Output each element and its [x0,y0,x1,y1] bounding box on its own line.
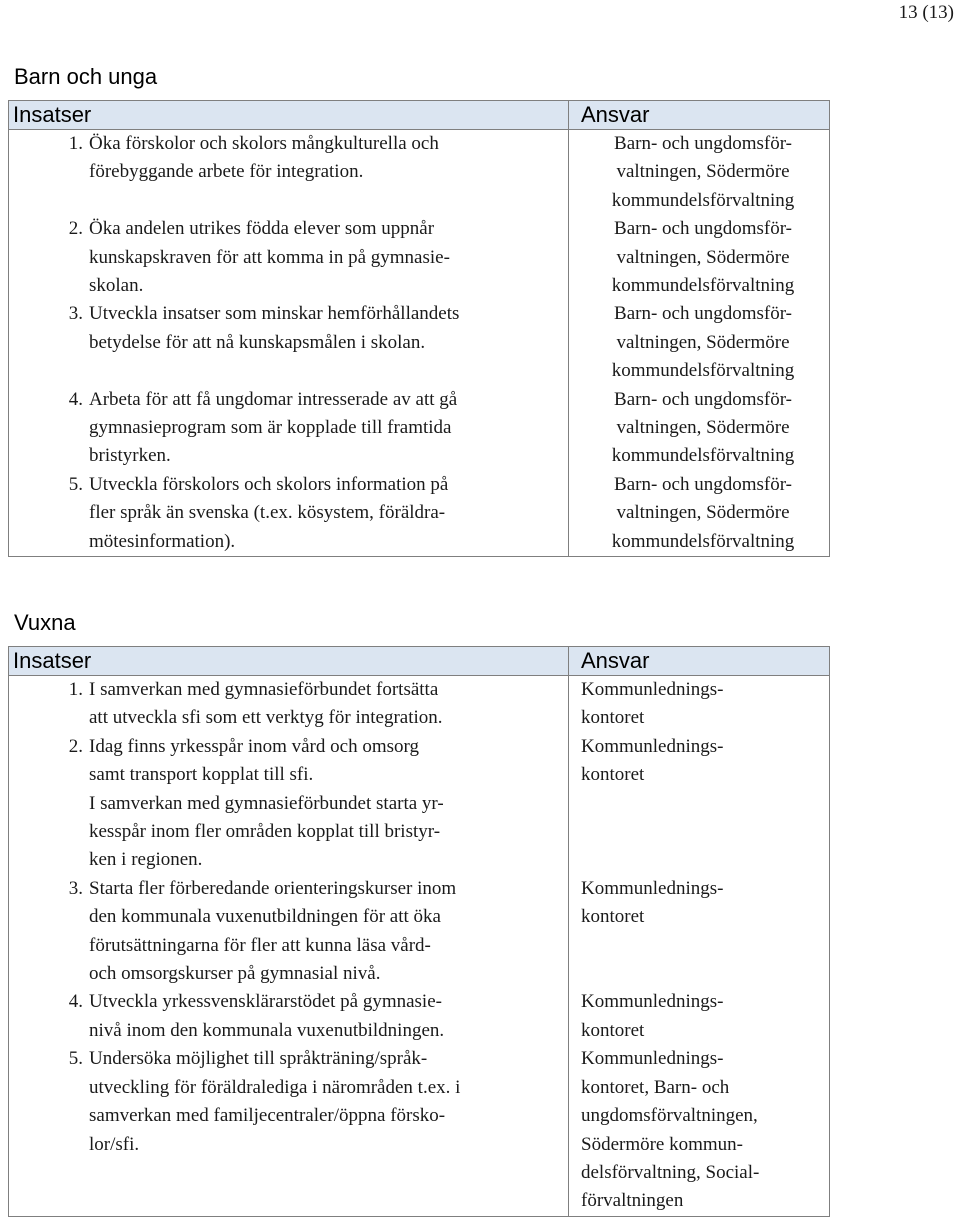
list-item [9,215,568,300]
insats-cell [9,1045,569,1216]
text-line: Starta fler förberedande orienteringskurser inom [89,877,457,899]
item-text [89,676,568,733]
text-line: bristyrken. [89,445,171,467]
text-line: kontoret [581,1019,645,1041]
insats-cell [9,386,569,471]
item-number: 2. [68,735,83,757]
item-number: 5. [68,1048,83,1070]
text-line: förutsättningarna för fler att kunna läsa vård- [89,934,431,956]
text-line: ken i regionen. [89,849,203,871]
text-line: Kommunlednings- [581,1048,724,1070]
ansvar-cell [569,130,830,216]
table-row [9,215,830,300]
text-line: kesspår inom fler områden kopplat till bristyr- [89,821,441,843]
ansvar-cell [569,988,830,1045]
ansvar-text [569,1045,829,1215]
list-item [9,875,568,989]
insats-cell [9,676,569,733]
text-line: Södermöre kommun- [581,1133,744,1155]
item-number: 1. [68,679,83,700]
ansvar-cell [569,386,830,471]
item-number: 4. [68,991,83,1013]
item-number: 4. [68,388,83,410]
text-line: kommundelsförvaltning [611,530,795,552]
ansvar-text [569,676,829,733]
text-line: utveckling för föräldralediga i närområden t.ex. i [89,1076,461,1098]
text-line: kommundelsförvaltning [611,189,795,211]
text-line: kommundelsförvaltning [611,445,795,467]
ansvar-cell [569,215,830,300]
text-line: kontoret [581,906,645,928]
text-line: Öka förskolor och skolors mångkulturella och [89,133,439,154]
text-line: Utveckla insatser som minskar hemförhållandets [89,303,460,325]
list-item [9,733,568,875]
insats-cell [9,988,569,1045]
text-line: kunskapskraven för att komma in på gymnasie- [89,246,450,268]
item-text [89,386,568,471]
text-line: valtningen, Södermöre [616,331,790,353]
item-text [89,1045,568,1159]
text-line: Arbeta för att få ungdomar intresserade av att gå [89,388,458,410]
text-line: I samverkan med gymnasieförbundet fortsätta [89,679,439,700]
ansvar-cell [569,676,830,733]
text-line: förebyggande arbete för integration. [89,161,364,183]
item-text [89,733,568,875]
text-line: Barn- och ungdomsför- [614,388,792,410]
text-line: Öka andelen utrikes födda elever som uppnår [89,218,435,240]
ansvar-text [569,733,829,790]
insats-cell [9,471,569,557]
table-row [9,676,830,733]
table-row [9,300,830,385]
text-line: Undersöka möjlighet till språkträning/språk- [89,1048,428,1070]
ansvar-text [569,215,829,300]
table-row [9,471,830,557]
text-line: valtningen, Södermöre [616,417,790,439]
text-line: lor/sfi. [89,1133,140,1155]
insats-cell [9,875,569,989]
text-line: Idag finns yrkesspår inom vård och omsorg [89,735,419,757]
text-line: kontoret, Barn- och [581,1076,730,1098]
text-line: fler språk än svenska (t.ex. kösystem, föräldra- [89,502,446,524]
text-line: Barn- och ungdomsför- [614,133,792,154]
table-row [9,733,830,875]
text-line: Kommunlednings- [581,877,724,899]
table-row [9,988,830,1045]
item-number: 3. [68,877,83,899]
text-line: nivå inom den kommunala vuxenutbildningen. [89,1019,445,1041]
ansvar-text [569,471,829,556]
insats-cell [9,733,569,875]
text-line: valtningen, Södermöre [616,502,790,524]
ansvar-text [569,988,829,1045]
header-insatser: Insatser [9,647,569,676]
table-row [9,130,830,216]
item-number: 5. [68,473,83,495]
text-line: Kommunlednings- [581,679,724,700]
list-item [9,130,568,187]
text-line: att utveckla sfi som ett verktyg för integration. [89,707,443,729]
text-line: kontoret [581,764,645,786]
text-line: delsförvaltning, Social- [581,1161,760,1183]
list-item [9,988,568,1045]
table-vuxna [8,646,830,1217]
text-line: valtningen, Södermöre [616,161,790,183]
text-line: Utveckla förskolors och skolors information på [89,473,449,495]
insats-cell [9,300,569,385]
item-text [89,988,568,1045]
ansvar-text [569,300,829,385]
table-barn-och-unga [8,100,830,557]
ansvar-cell [569,733,830,875]
list-item [9,471,568,556]
text-line: samverkan med familjecentraler/öppna försko- [89,1105,446,1127]
item-text [89,471,568,556]
text-line: kontoret [581,707,645,729]
text-line: kommundelsförvaltning [611,360,795,382]
ansvar-cell [569,1045,830,1216]
header-ansvar: Ansvar [569,647,830,676]
item-text [89,300,568,357]
text-line: Kommunlednings- [581,735,724,757]
ansvar-cell [569,300,830,385]
text-line: kommundelsförvaltning [611,275,795,297]
ansvar-text [569,386,829,471]
insats-cell [9,130,569,216]
table-row [9,875,830,989]
text-line: Barn- och ungdomsför- [614,218,792,240]
list-item [9,300,568,357]
text-line: samt transport kopplat till sfi. [89,764,314,786]
ansvar-text [569,875,829,932]
ansvar-text [569,130,829,215]
text-line: Barn- och ungdomsför- [614,473,792,495]
header-insatser: Insatser [9,101,569,130]
list-item [9,386,568,471]
list-item [9,1045,568,1159]
insats-cell [9,215,569,300]
item-text [89,130,568,187]
page-number: 13 (13) [898,2,954,23]
item-text [89,875,568,989]
text-line: den kommunala vuxenutbildningen för att öka [89,906,441,928]
text-line: förvaltningen [581,1190,684,1212]
header-ansvar: Ansvar [569,101,830,130]
ansvar-cell [569,875,830,989]
text-line: och omsorgskurser på gymnasial nivå. [89,963,381,985]
item-number: 2. [68,218,83,240]
text-line: betydelse för att nå kunskapsmålen i skolan. [89,331,426,353]
text-line: valtningen, Södermöre [616,246,790,268]
text-line: Utveckla yrkessvensklärarstödet på gymnasie- [89,991,442,1013]
table-row [9,1045,830,1216]
list-item [9,676,568,733]
table-row [9,386,830,471]
text-line: skolan. [89,275,144,297]
item-text [89,215,568,300]
text-line: ungdomsförvaltningen, [581,1105,758,1127]
text-line: Barn- och ungdomsför- [614,303,792,325]
text-line: Kommunlednings- [581,991,724,1013]
text-line: mötesinformation). [89,530,236,552]
item-number: 3. [68,303,83,325]
item-number: 1. [68,133,83,154]
section-title-vuxna: Vuxna [14,610,76,635]
text-line: gymnasieprogram som är kopplade till framtida [89,417,452,439]
section-title-barn-och-unga: Barn och unga [14,64,158,89]
text-line: I samverkan med gymnasieförbundet starta yr- [89,792,444,814]
ansvar-cell [569,471,830,557]
